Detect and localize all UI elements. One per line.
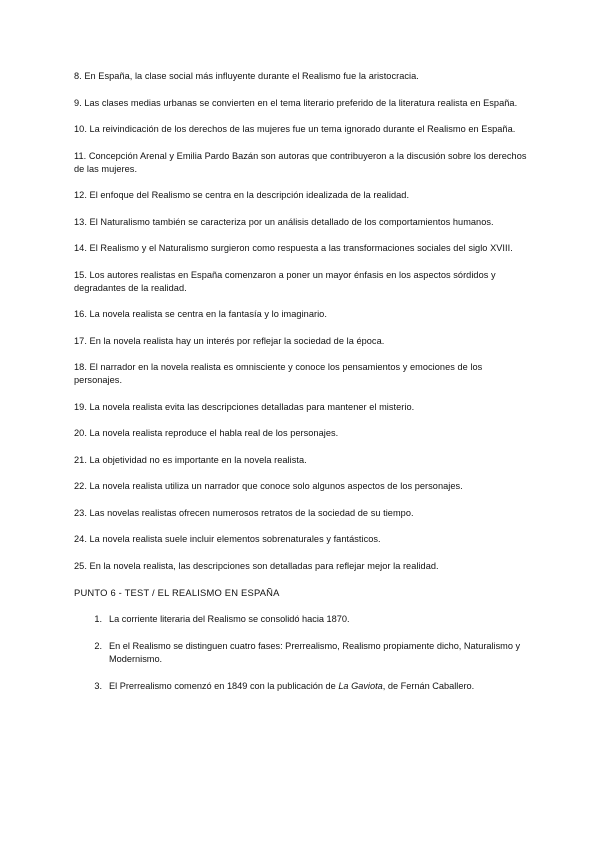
list-item	[74, 613, 529, 626]
list-text-after: , de Fernán Caballero.	[382, 681, 475, 691]
question-23: 23. Las novelas realistas ofrecen numerosos retratos de la sociedad de su tiempo.	[74, 507, 414, 518]
section-title: PUNTO 6 - TEST / EL REALISMO EN ESPAÑA	[74, 587, 280, 598]
question-18: 18. El narrador en la novela realista es omnisciente y conoce los pensamientos y emociones de los personajes.	[74, 362, 483, 385]
list-number: 1.	[94, 614, 102, 624]
question-15: 15. Los autores realistas en España comenzaron a poner un mayor énfasis en los aspectos sórdidos y degradantes de la realidad.	[74, 269, 496, 293]
list-text-before: El Prerrealismo comenzó en 1849 con la publicación de	[109, 681, 339, 691]
question-21: 21. La objetividad no es importante en la novela realista.	[74, 454, 307, 465]
question-8: 8. En España, la clase social más influyente durante el Realismo fue la aristocracia.	[74, 71, 419, 81]
page-content	[74, 70, 529, 707]
question-12: 12. El enfoque del Realismo se centra en la descripción idealizada de la realidad.	[74, 190, 410, 200]
book-title: La Gaviota	[338, 681, 383, 691]
question-11: 11. Concepción Arenal y Emilia Pardo Bazán son autoras que contribuyeron a la discusión sobre los derechos de las mujeres.	[74, 150, 527, 174]
question-17: 17. En la novela realista hay un interés por reflejar la sociedad de la época.	[74, 335, 385, 346]
question-20: 20. La novela realista reproduce el habla real de los personajes.	[74, 428, 339, 438]
list-item	[74, 680, 529, 693]
list-text: La corriente literaria del Realismo se consolidó hacia 1870.	[109, 614, 350, 624]
numbered-list	[74, 613, 529, 693]
list-item	[74, 640, 529, 666]
question-24: 24. La novela realista suele incluir elementos sobrenaturales y fantásticos.	[74, 534, 381, 544]
list-number: 2.	[94, 641, 102, 651]
question-25: 25. En la novela realista, las descripciones son detalladas para reflejar mejor la realidad.	[74, 560, 439, 571]
question-10: 10. La reivindicación de los derechos de las mujeres fue un tema ignorado durante el Realismo en España.	[74, 124, 516, 134]
question-9: 9. Las clases medias urbanas se convierten en el tema literario preferido de la literatura realista en España.	[74, 97, 518, 108]
question-22: 22. La novela realista utiliza un narrador que conoce solo algunos aspectos de los personajes.	[74, 481, 463, 491]
list-text	[109, 680, 529, 693]
question-16: 16. La novela realista se centra en la fantasía y lo imaginario.	[74, 309, 327, 319]
question-13: 13. El Naturalismo también se caracteriza por un análisis detallado de los comportamientos humanos.	[74, 216, 494, 227]
list-text: En el Realismo se distinguen cuatro fases: Prerrealismo, Realismo propiamente dicho, Naturalismo y Modernismo.	[109, 641, 521, 664]
question-19: 19. La novela realista evita las descripciones detalladas para mantener el misterio.	[74, 401, 415, 412]
list-number: 3.	[94, 681, 102, 691]
question-14: 14. El Realismo y el Naturalismo surgieron como respuesta a las transformaciones sociales del siglo XVIII.	[74, 243, 513, 253]
